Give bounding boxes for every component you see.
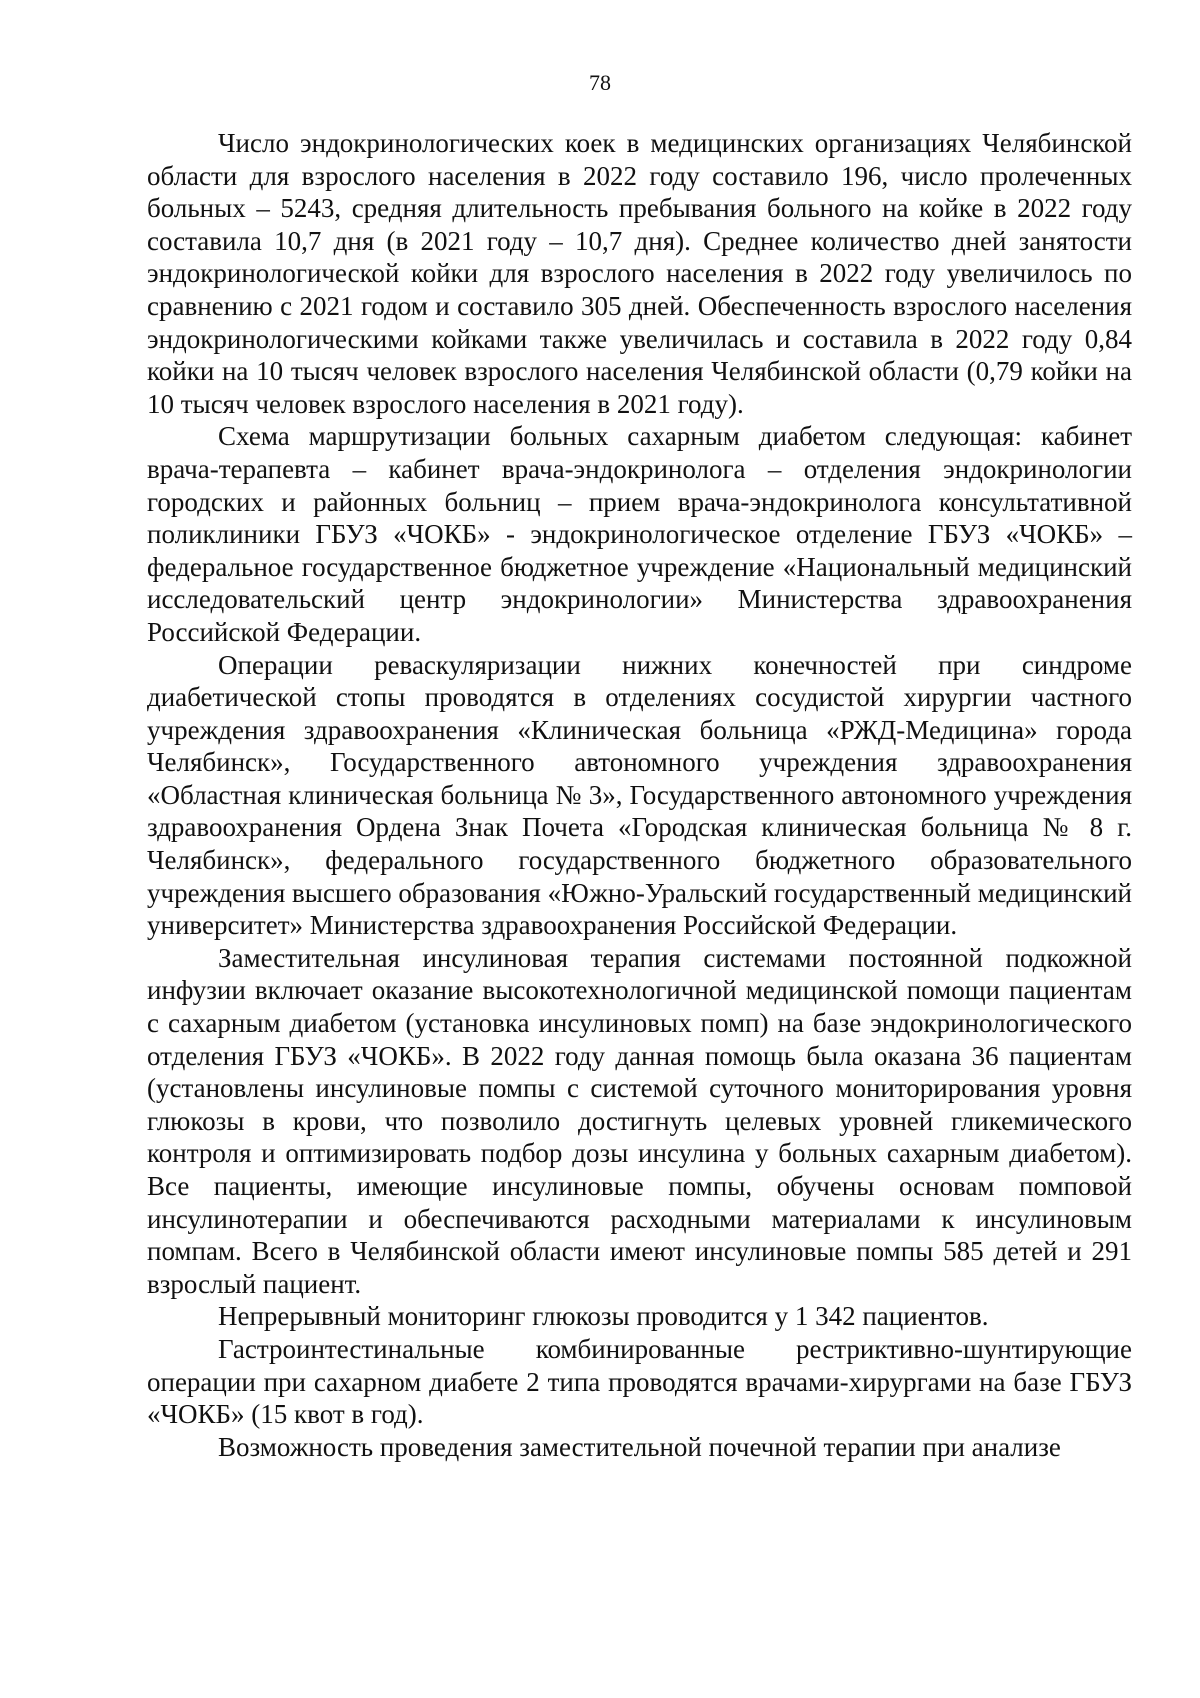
page-number: 78 (589, 70, 611, 95)
body-text (147, 127, 1132, 1463)
paragraph-insulin-pump-therapy: Заместительная инсулиновая терапия системами постоянной подкожной инфузии включает оказание высокотехнологичной медицинской помощи пациентам с сахарным диабетом (установка инсулиновых помп) на базе эндокринологического отделения ГБУЗ «ЧОКБ». В 2022 году данная помощь была оказана 36 пациентам (установлены инсулиновые помпы с системой суточного мониторирования уровня глюкозы в крови, что позволило достигнуть целевых уровней гликемического контроля и оптимизировать подбор дозы инсулина у больных сахарным диабетом). Все пациенты, имеющие инсулиновые помпы, обучены основам помповой инсулинотерапии и обеспечиваются расходными материалами к инсулиновым помпам. Всего в Челябинской области имеют инсулиновые помпы 585 детей и 291 взрослый пациент. (147, 942, 1132, 1299)
paragraph-bariatric-operations: Гастроинтестинальные комбинированные рестриктивно-шунтирующие операции при сахарном диабете 2 типа проводятся врачами-хирургами на базе ГБУЗ «ЧОКБ» (15 квот в год). (147, 1333, 1132, 1430)
paragraph-routing-scheme: Схема маршрутизации больных сахарным диабетом следующая: кабинет врача-терапевта – кабинет врача-эндокринолога – отделения эндокринологии городских и районных больниц – прием врача-эндокринолога консультативной поликлиники ГБУЗ «ЧОКБ» - эндокринологическое отделение ГБУЗ «ЧОКБ» – федеральное государственное бюджетное учреждение «Национальный медицинский исследовательский центр эндокринологии» Министерства здравоохранения Российской Федерации. (147, 421, 1132, 647)
paragraph-renal-therapy: Возможность проведения заместительной почечной терапии при анализе (218, 1431, 1061, 1462)
paragraph-revascularization: Операции реваскуляризации нижних конечностей при синдроме диабетической стопы проводятся в отделениях сосудистой хирургии частного учреждения здравоохранения «Клиническая больница «РЖД-Медицина» города Челябинск», Государственного автономного учреждения здравоохранения «Областная клиническая больница № 3», Государственного автономного учреждения здравоохранения Ордена Знак Почета «Городская клиническая больница № 8 г. Челябинск», федерального государственного бюджетного образовательного учреждения высшего образования «Южно-Уральский государственный медицинский университет» Министерства здравоохранения Российской Федерации. (147, 649, 1132, 941)
paragraph-glucose-monitoring: Непрерывный мониторинг глюкозы проводится у 1 342 пациентов. (218, 1301, 989, 1332)
paragraph-endocrine-beds: Число эндокринологических коек в медицинских организациях Челябинской области для взрослого населения в 2022 году составило 196, число пролеченных больных – 5243, средняя длительность пребывания больного на койке в 2022 году составила 10,7 дня (в 2021 году – 10,7 дня). Среднее количество дней занятости эндокринологической койки для взрослого населения в 2022 году увеличилось по сравнению с 2021 годом и составило 305 дней. Обеспеченность взрослого населения эндокринологическими койками также увеличилась и составила в 2022 году 0,84 койки на 10 тысяч человек взрослого населения Челябинской области (0,79 койки на 10 тысяч человек взрослого населения в 2021 году). (147, 128, 1132, 419)
